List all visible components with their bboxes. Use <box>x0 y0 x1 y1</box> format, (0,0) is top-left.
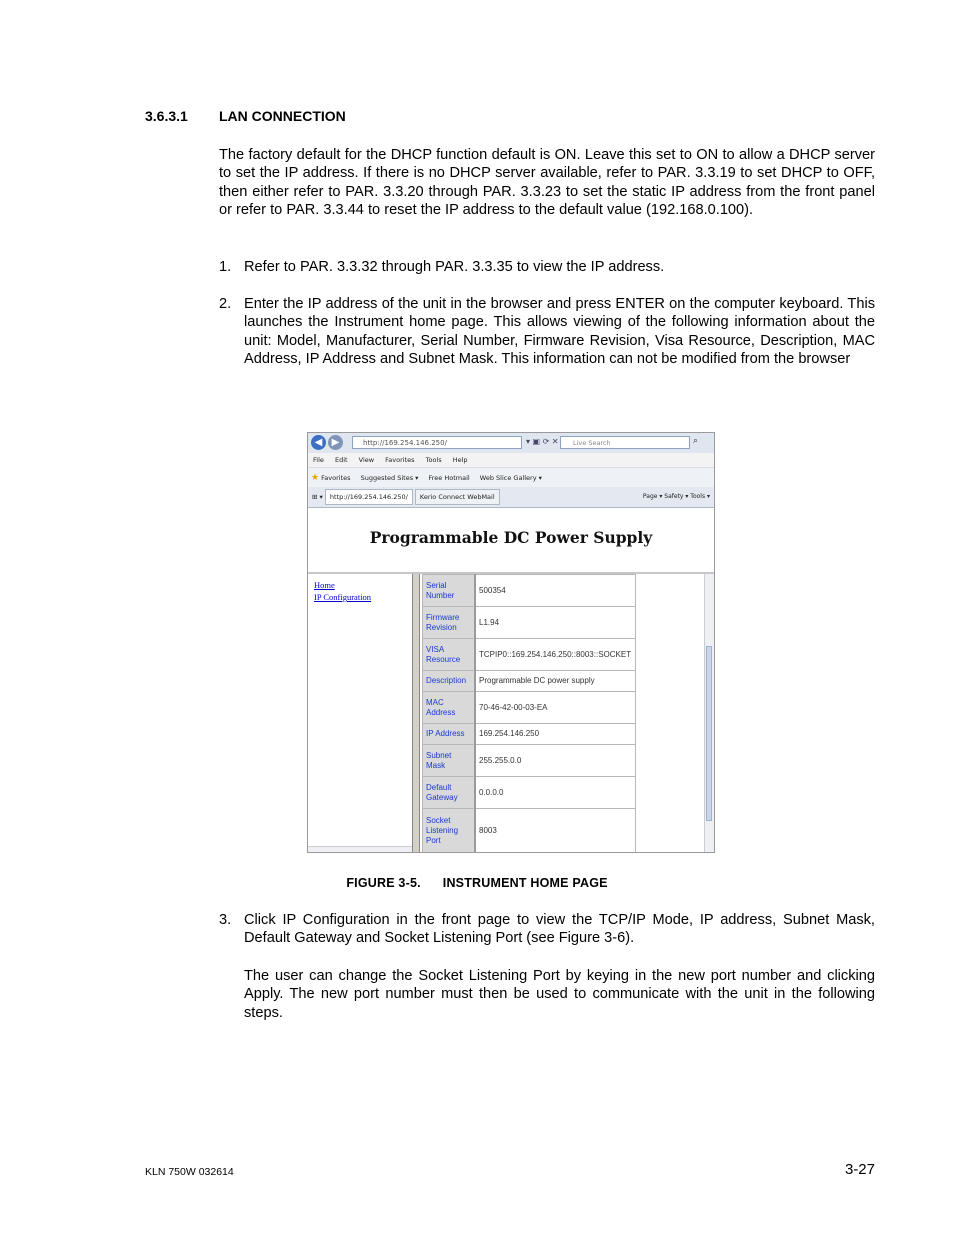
menu-favorites[interactable]: Favorites <box>385 456 415 464</box>
tab-webmail[interactable]: Kerio Connect WebMail <box>415 489 500 505</box>
row-value: 70-46-42-00-03-EA <box>475 692 636 724</box>
list-text: Enter the IP address of the unit in the browser and press ENTER on the computer keyboard. This launches the Instrument home page. This allows viewing of the following information about the unit: Model, Manufacturer, Serial Number, Firmware Revision, Visa Resource, Description, MAC Address, IP Address and Subnet Mask. This information can not be modified from the browser <box>244 296 875 368</box>
frame-divider[interactable] <box>412 574 420 853</box>
favorites-item[interactable]: Web Slice Gallery ▾ <box>479 474 542 482</box>
favorites-item[interactable]: Free Hotmail <box>428 474 470 482</box>
menu-view[interactable]: View <box>358 456 375 464</box>
nav-frame <box>308 574 412 853</box>
menu-edit[interactable]: Edit <box>334 456 348 464</box>
section-number: 3.6.3.1 <box>145 108 188 124</box>
refresh-stop-icon[interactable]: ▾ ▣ ⟳ ✕ <box>526 437 559 446</box>
favorites-item[interactable]: Suggested Sites ▾ <box>360 474 419 482</box>
list-text: Refer to PAR. 3.3.32 through PAR. 3.3.35 to view the IP address. <box>244 259 665 275</box>
table-row <box>423 777 636 809</box>
star-icon: ★ <box>311 473 320 483</box>
tab-bar <box>308 487 714 508</box>
figure-label: FIGURE 3-5. <box>346 876 421 890</box>
row-key: IP Address <box>423 724 476 745</box>
table-row <box>423 809 636 853</box>
row-key: Serial Number <box>423 575 476 607</box>
table-row <box>423 575 636 607</box>
intro-paragraph: The factory default for the DHCP function default is ON. Leave this set to ON to allow a DHCP server to set the IP address. If there is no DHCP server available, refer to PAR. 3.3.19 to set DHCP to OFF, then either refer to PAR. 3.3.20 through PAR. 3.3.23 to set the static IP address from the front panel or refer to PAR. 3.3.44 to reset the IP address to the default value (192.168.0.100). <box>219 147 875 219</box>
note-paragraph: The user can change the Socket Listening Port by keying in the new port number and clicking Apply. The new port number must then be used to communicate with the unit in the following steps. <box>244 968 875 1021</box>
row-key: MAC Address <box>423 692 476 724</box>
favorites-button[interactable]: Favorites <box>321 474 351 482</box>
footer-doc-id: KLN 750W 032614 <box>145 1166 234 1178</box>
row-value: 255.255.0.0 <box>475 745 636 777</box>
table-row <box>423 607 636 639</box>
grid-icon[interactable]: ⊞ ▾ <box>312 493 323 501</box>
search-input[interactable]: Live Search <box>560 436 690 449</box>
table-row <box>423 692 636 724</box>
scroll-thumb[interactable] <box>706 646 712 821</box>
figure-title: INSTRUMENT HOME PAGE <box>442 876 608 890</box>
row-value: L1.94 <box>475 607 636 639</box>
row-key: Socket Listening Port <box>423 809 476 853</box>
info-table <box>422 574 636 853</box>
section-title: LAN CONNECTION <box>219 108 346 124</box>
row-value: 500354 <box>475 575 636 607</box>
page-number: 3-27 <box>844 1161 875 1178</box>
list-number: 2. <box>219 296 232 312</box>
row-value: TCPIP0::169.254.146.250::8003::SOCKET <box>475 639 636 671</box>
back-icon[interactable]: ◀ <box>311 435 326 450</box>
favorites-bar <box>308 467 714 488</box>
list-number: 1. <box>219 259 232 275</box>
page-title: Programmable DC Power Supply <box>369 528 653 547</box>
row-key: Firmware Revision <box>423 607 476 639</box>
row-key: VISA Resource <box>423 639 476 671</box>
table-row <box>423 671 636 692</box>
table-row <box>423 745 636 777</box>
list-number: 3. <box>219 912 232 928</box>
row-value: 0.0.0.0 <box>475 777 636 809</box>
section-heading <box>145 108 346 124</box>
figure-caption <box>0 876 954 890</box>
row-value: 8003 <box>475 809 636 853</box>
menu-help[interactable]: Help <box>452 456 468 464</box>
horizontal-scrollbar[interactable] <box>308 846 412 852</box>
address-input[interactable]: http://169.254.146.250/ <box>352 436 522 449</box>
menu-tools[interactable]: Tools <box>425 456 442 464</box>
forward-icon[interactable]: ▶ <box>328 435 343 450</box>
table-row <box>423 639 636 671</box>
row-key: Default Gateway <box>423 777 476 809</box>
search-icon[interactable]: ⌕ <box>693 436 699 446</box>
browser-screenshot <box>307 432 715 853</box>
command-bar[interactable]: Page ▾ Safety ▾ Tools ▾ <box>642 493 710 500</box>
tab-instrument[interactable]: http://169.254.146.250/ <box>325 489 413 505</box>
row-key: Description <box>423 671 476 692</box>
nav-link-ip-configuration[interactable]: IP Configuration <box>314 592 372 602</box>
address-bar <box>308 433 714 454</box>
row-key: Subnet Mask <box>423 745 476 777</box>
list-text: Click IP Configuration in the front page to view the TCP/IP Mode, IP address, Subnet Mask, Default Gateway and Socket Listening Port (see Figure 3-6). <box>244 912 875 947</box>
row-value: Programmable DC power supply <box>475 671 636 692</box>
menu-bar <box>308 453 714 467</box>
vertical-scrollbar[interactable] <box>704 574 714 853</box>
nav-link-home[interactable]: Home <box>314 580 335 590</box>
menu-file[interactable]: File <box>313 456 324 464</box>
page-header <box>308 508 714 574</box>
row-value: 169.254.146.250 <box>475 724 636 745</box>
table-row <box>423 724 636 745</box>
